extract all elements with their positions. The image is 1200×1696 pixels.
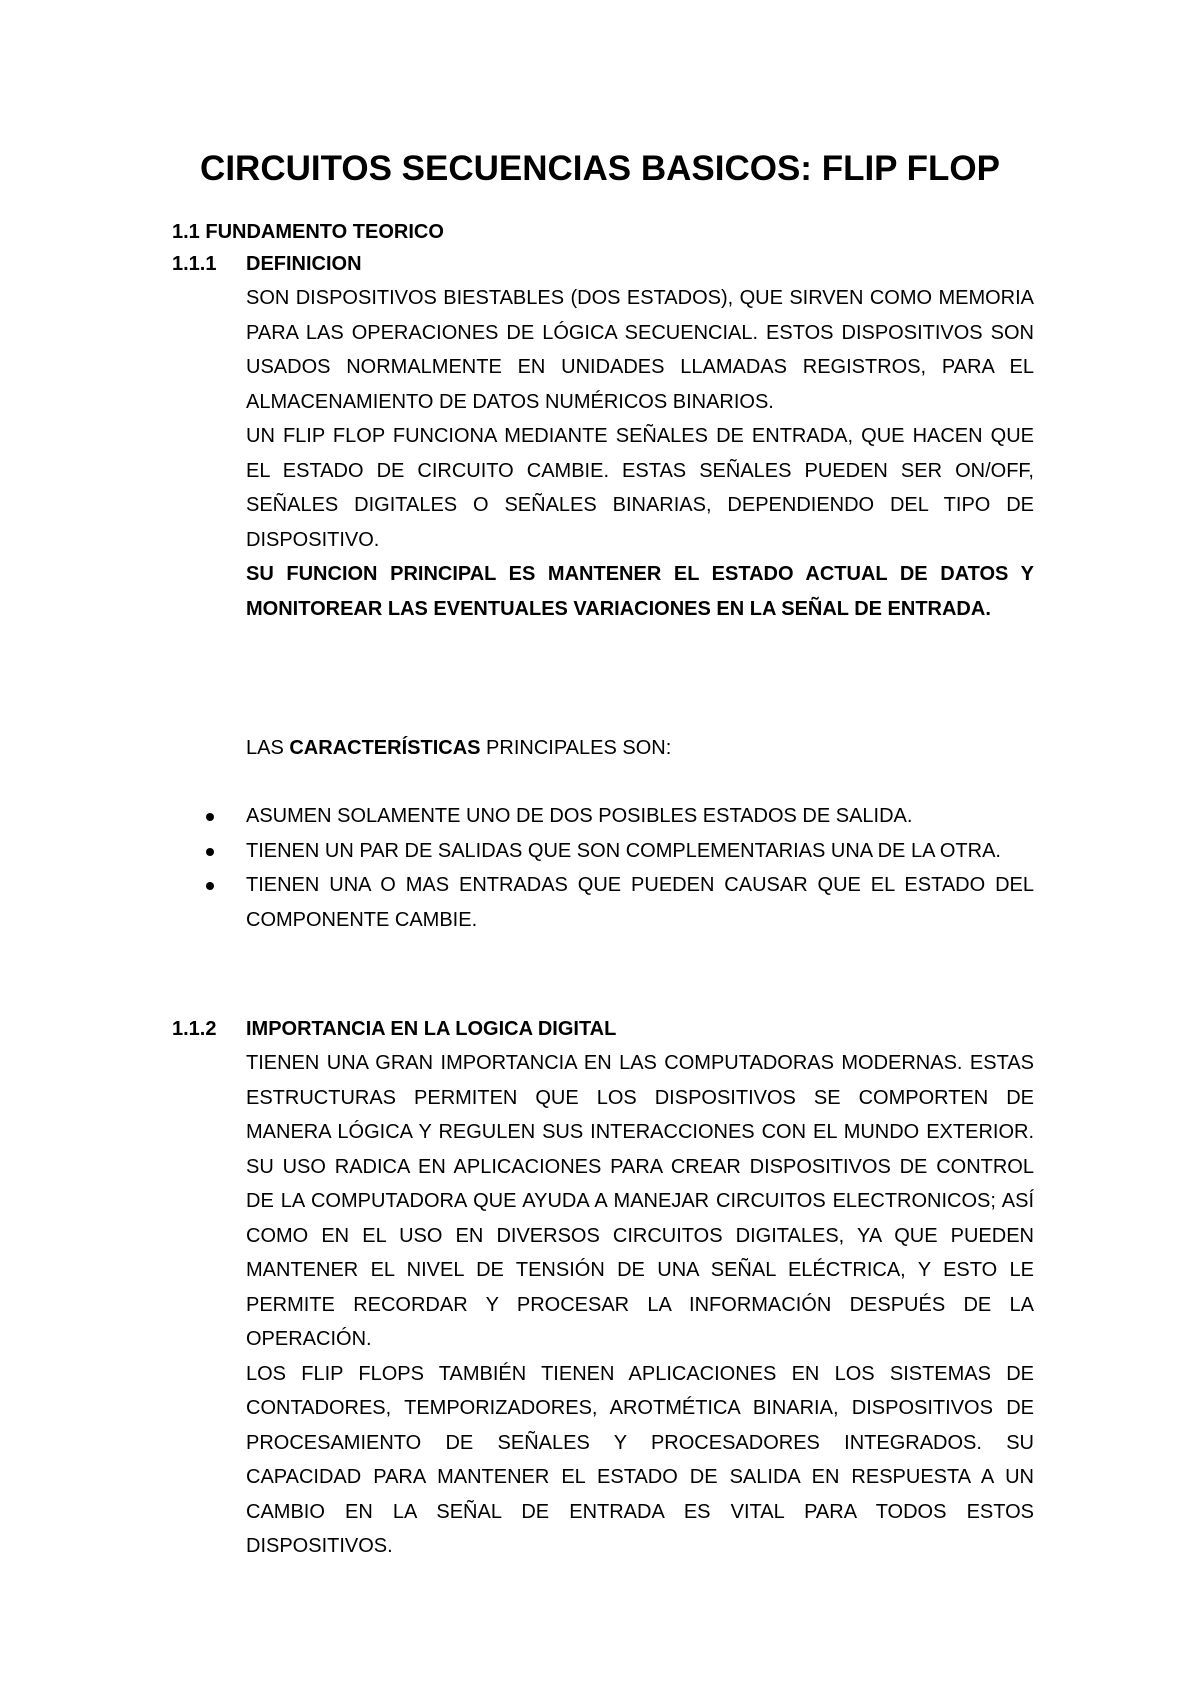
definicion-body (246, 281, 1034, 626)
bullet-icon (206, 848, 214, 856)
list-item (200, 799, 1034, 834)
paragraph: SON DISPOSITIVOS BIESTABLES (DOS ESTADOS), QUE SIRVEN COMO MEMORIA PARA LAS OPERACIONES DE LÓGICA SECUENCIAL. ESTOS DISPOSITIVOS SON USADOS NORMALMENTE EN UNIDADES LLAMADAS REGISTROS, PARA EL ALMACENAMIENTO DE DATOS NUMÉRICOS BINARIOS. (246, 287, 1034, 413)
text-run: PRINCIPALES SON: (480, 737, 672, 759)
paragraph: LOS FLIP FLOPS TAMBIÉN TIENEN APLICACIONES EN LOS SISTEMAS DE CONTADORES, TEMPORIZADORES, AROTMÉTICA BINARIA, DISPOSITIVOS DE PROCESAMIENTO DE SEÑALES Y PROCESADORES INTEGRADOS. SU CAPACIDAD PARA MANTENER EL ESTADO DE SALIDA EN RESPUESTA A UN CAMBIO EN LA SEÑAL DE ENTRADA ES VITAL PARA TODOS ESTOS DISPOSITIVOS. (246, 1362, 1034, 1557)
list-item-text: ASUMEN SOLAMENTE UNO DE DOS POSIBLES ESTADOS DE SALIDA. (246, 805, 913, 827)
subsection-number: 1.1.2 (172, 1018, 217, 1040)
text-run: LAS (246, 737, 290, 759)
paragraph (246, 731, 1034, 766)
importancia-body (246, 1046, 1034, 1564)
bullet-icon (206, 882, 214, 890)
subsection-heading-importancia (172, 1015, 616, 1043)
bullet-icon (206, 813, 214, 821)
paragraph: TIENEN UNA GRAN IMPORTANCIA EN LAS COMPUTADORAS MODERNAS. ESTAS ESTRUCTURAS PERMITEN QUE LOS DISPOSITIVOS SE COMPORTEN DE MANERA LÓGICA Y REGULEN SUS INTERACCIONES CON EL MUNDO EXTERIOR. SU USO RADICA EN APLICACIONES PARA CREAR DISPOSITIVOS DE CONTROL DE LA COMPUTADORA QUE AYUDA A MANEJAR CIRCUITOS ELECTRONICOS; ASÍ COMO EN EL USO EN DIVERSOS CIRCUITOS DIGITALES, YA QUE PUEDEN MANTENER EL NIVEL DE TENSIÓN DE UNA SEÑAL ELÉCTRICA, Y ESTO LE PERMITE RECORDAR Y PROCESAR LA INFORMACIÓN DESPUÉS DE LA OPERACIÓN. (246, 1052, 1034, 1350)
list-item (200, 868, 1034, 937)
paragraph-bold: SU FUNCION PRINCIPAL ES MANTENER EL ESTADO ACTUAL DE DATOS Y MONITOREAR LAS EVENTUALES VARIACIONES EN LA SEÑAL DE ENTRADA. (246, 563, 1034, 620)
list-item-text: TIENEN UN PAR DE SALIDAS QUE SON COMPLEMENTARIAS UNA DE LA OTRA. (246, 839, 1001, 862)
paragraph: UN FLIP FLOP FUNCIONA MEDIANTE SEÑALES DE ENTRADA, QUE HACEN QUE EL ESTADO DE CIRCUITO CAMBIE. ESTAS SEÑALES PUEDEN SER ON/OFF, SEÑALES DIGITALES O SEÑALES BINARIAS, DEPENDIENDO DEL TIPO DE DISPOSITIVO. (246, 425, 1034, 551)
subsection-number: 1.1.1 (172, 253, 217, 275)
text-run-bold: CARACTERÍSTICAS (289, 737, 481, 759)
list-item-text: TIENEN UNA O MAS ENTRADAS QUE PUEDEN CAUSAR QUE EL ESTADO DEL COMPONENTE CAMBIE. (246, 874, 1034, 931)
page-title: CIRCUITOS SECUENCIAS BASICOS: FLIP FLOP (200, 149, 1000, 188)
list-item (200, 834, 1034, 869)
subsection-title: IMPORTANCIA EN LA LOGICA DIGITAL (246, 1018, 617, 1040)
section-heading: 1.1 FUNDAMENTO TEORICO (172, 221, 444, 243)
caracteristicas-intro (246, 731, 1034, 766)
subsection-heading-definicion (172, 250, 362, 278)
subsection-title: DEFINICION (246, 253, 362, 275)
characteristics-list (200, 799, 1034, 937)
